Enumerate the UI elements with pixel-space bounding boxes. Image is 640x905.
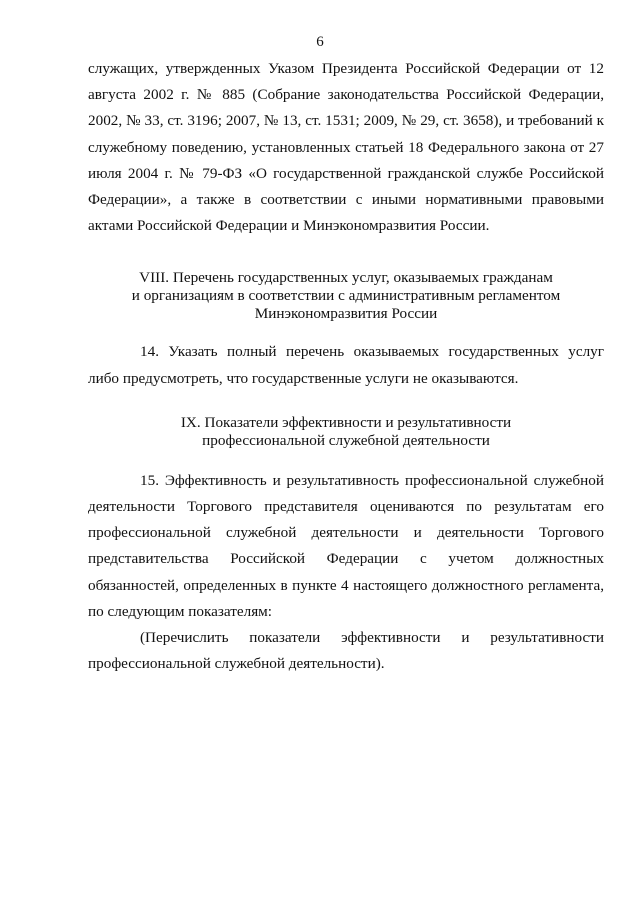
item-14-paragraph: 14. Указать полный перечень оказываемых государственных услуг либо предусмотреть, что государственные услуги не оказываются. [88,343,604,387]
section-9-heading [88,414,604,450]
section-8-heading-line-2: и организациям в соответствии с административным регламентом [131,287,561,305]
section-9-heading-line-2: профессиональной служебной деятельности [202,431,490,449]
list-note-paragraph: (Перечислить показатели эффективности и результативности профессиональной служебной деятельности). [88,629,604,673]
document-body [88,56,604,677]
section-8-heading [88,269,604,323]
section-9-heading-line-1: IX. Показатели эффективности и результативности [180,413,512,431]
section-8-heading-line-3: Минэкономразвития России [254,305,438,323]
page-number: 6 [316,34,324,50]
item-15-paragraph: 15. Эффективность и результативность профессиональной служебной деятельности Торгового представителя оцениваются по результатам его профессиональной служебной деятельности и деятельности Торгового представительства Российской Федерации с учетом должностных обязанностей, определенных в пункте 4 настоящего должностного регламента, по следующим показателям: [88,471,604,620]
intro-paragraph: служащих, утвержденных Указом Президента Российской Федерации от 12 августа 2002 г. № 885 (Собрание законодательства Российской Федерации, 2002, № 33, ст. 3196; 2007, № 13, ст. 1531; 2009, № 29, ст. 3658), и требований к служебному поведению, установленных статьей 18 Федерального закона от 27 июля 2004 г. № 79-ФЗ «О государственной гражданской службе Российской Федерации», а также в соответствии с иными нормативными правовыми актами Российской Федерации и Минэкономразвития России. [88,60,604,235]
section-8-heading-line-1: VIII. Перечень государственных услуг, оказываемых гражданам [139,269,553,287]
